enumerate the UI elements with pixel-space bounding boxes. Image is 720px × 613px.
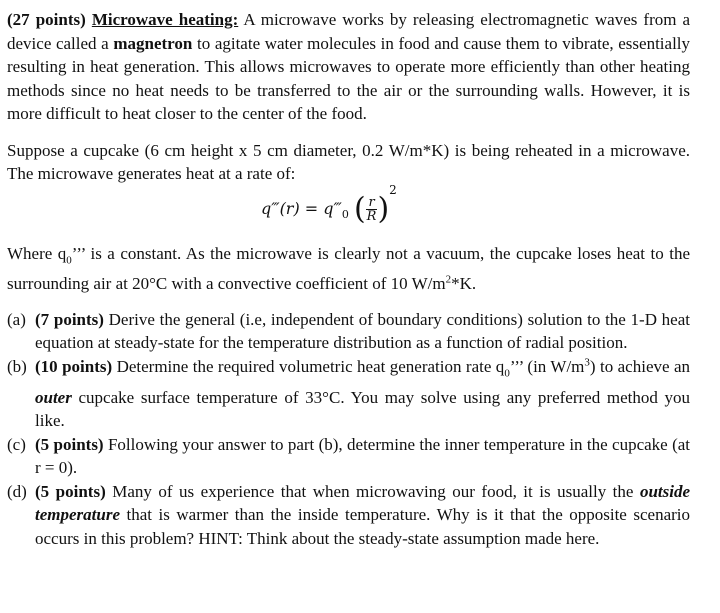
part-d: [7, 480, 690, 551]
equation-exponent: 2: [389, 182, 397, 197]
equation-subscript: 0: [341, 207, 349, 221]
intro-paragraph: [7, 8, 690, 126]
part-a-label: (a): [7, 309, 26, 329]
part-a-text: Derive the general (i.e, independent of boundary conditions) solution to the 1-D heat equation at steady-state for the temperature distribution as a function of radial position.: [35, 309, 690, 353]
where-subscript: 0: [66, 253, 72, 266]
part-b-superscript: 3: [584, 356, 590, 369]
part-b-text: Determine the required volumetric heat generation rate q: [116, 356, 505, 376]
part-d-text-cont: that is warmer than the inside temperature. Why is it that the opposite scenario occurs in this problem? HINT: Think about the steady-state assumption made here.: [35, 505, 690, 548]
part-b-label: (b): [7, 356, 27, 376]
points-label: (27 points): [7, 10, 86, 29]
part-d-text: Many of us experience that when microwaving our food, it is usually the: [112, 481, 634, 501]
part-b-text-cont: ’’’ (in W/m: [509, 356, 585, 376]
equation-lhs: q‴(r) = q‴: [261, 198, 342, 218]
magnetron-term: magnetron: [113, 33, 193, 53]
part-a: [7, 308, 690, 355]
part-b-subscript: 0: [504, 367, 510, 380]
where-paragraph: [7, 242, 690, 296]
part-a-points: (7 points): [35, 309, 104, 329]
intro-text-cont: to agitate water molecules in food and cause them to vibrate, essentially resulting in heat generation. This allows microwaves to operate more efficiently than other heating methods since no heat needs to be transferred to the air or the surrounding walls. However, it is more difficult to heat closer to the center of the food.: [7, 33, 691, 123]
left-paren: (: [353, 191, 366, 226]
part-b-text-end: cupcake surface temperature of 33°C. You may solve using any preferred method you like.: [35, 387, 691, 431]
intro-text: A microwave works by releasing electromagnetic waves from a device called a: [7, 10, 691, 53]
right-paren: ): [377, 191, 390, 226]
part-c-points: (5 points): [35, 434, 104, 454]
part-d-points: (5 points): [35, 481, 106, 501]
part-d-emphasis: outside temperature: [35, 481, 691, 525]
question-parts-list: [7, 308, 690, 550]
where-text-cont: ’’’ is a constant. As the microwave is clearly not a vacuum, the cupcake loses heat to the surrounding air at 20°C with a convective coefficient of 10 W/m: [7, 243, 690, 294]
part-d-label: (d): [7, 481, 27, 501]
part-b: [7, 355, 690, 433]
heat-generation-equation: [7, 182, 690, 242]
part-b-text-mid: ) to achieve an: [589, 356, 691, 376]
problem-document: [7, 8, 690, 550]
fraction-numerator: r: [366, 196, 378, 210]
equation-fraction: [366, 196, 378, 223]
problem-title: Microwave heating:: [91, 10, 239, 29]
part-c-text: Following your answer to part (b), determine the inner temperature in the cupcake (at r = 0).: [35, 434, 690, 478]
where-text-end: *K.: [451, 274, 477, 294]
fraction-denominator: R: [366, 208, 377, 224]
part-b-emphasis: outer: [35, 387, 72, 407]
where-text: Where q: [7, 243, 67, 263]
part-b-points: (10 points): [35, 356, 113, 376]
part-c-label: (c): [7, 434, 26, 454]
part-c: [7, 433, 690, 480]
where-superscript: 2: [445, 273, 452, 286]
setup-paragraph: Suppose a cupcake (6 cm height x 5 cm diameter, 0.2 W/m*K) is being reheated in a microwave. The microwave generates heat at a rate of:: [7, 140, 690, 183]
